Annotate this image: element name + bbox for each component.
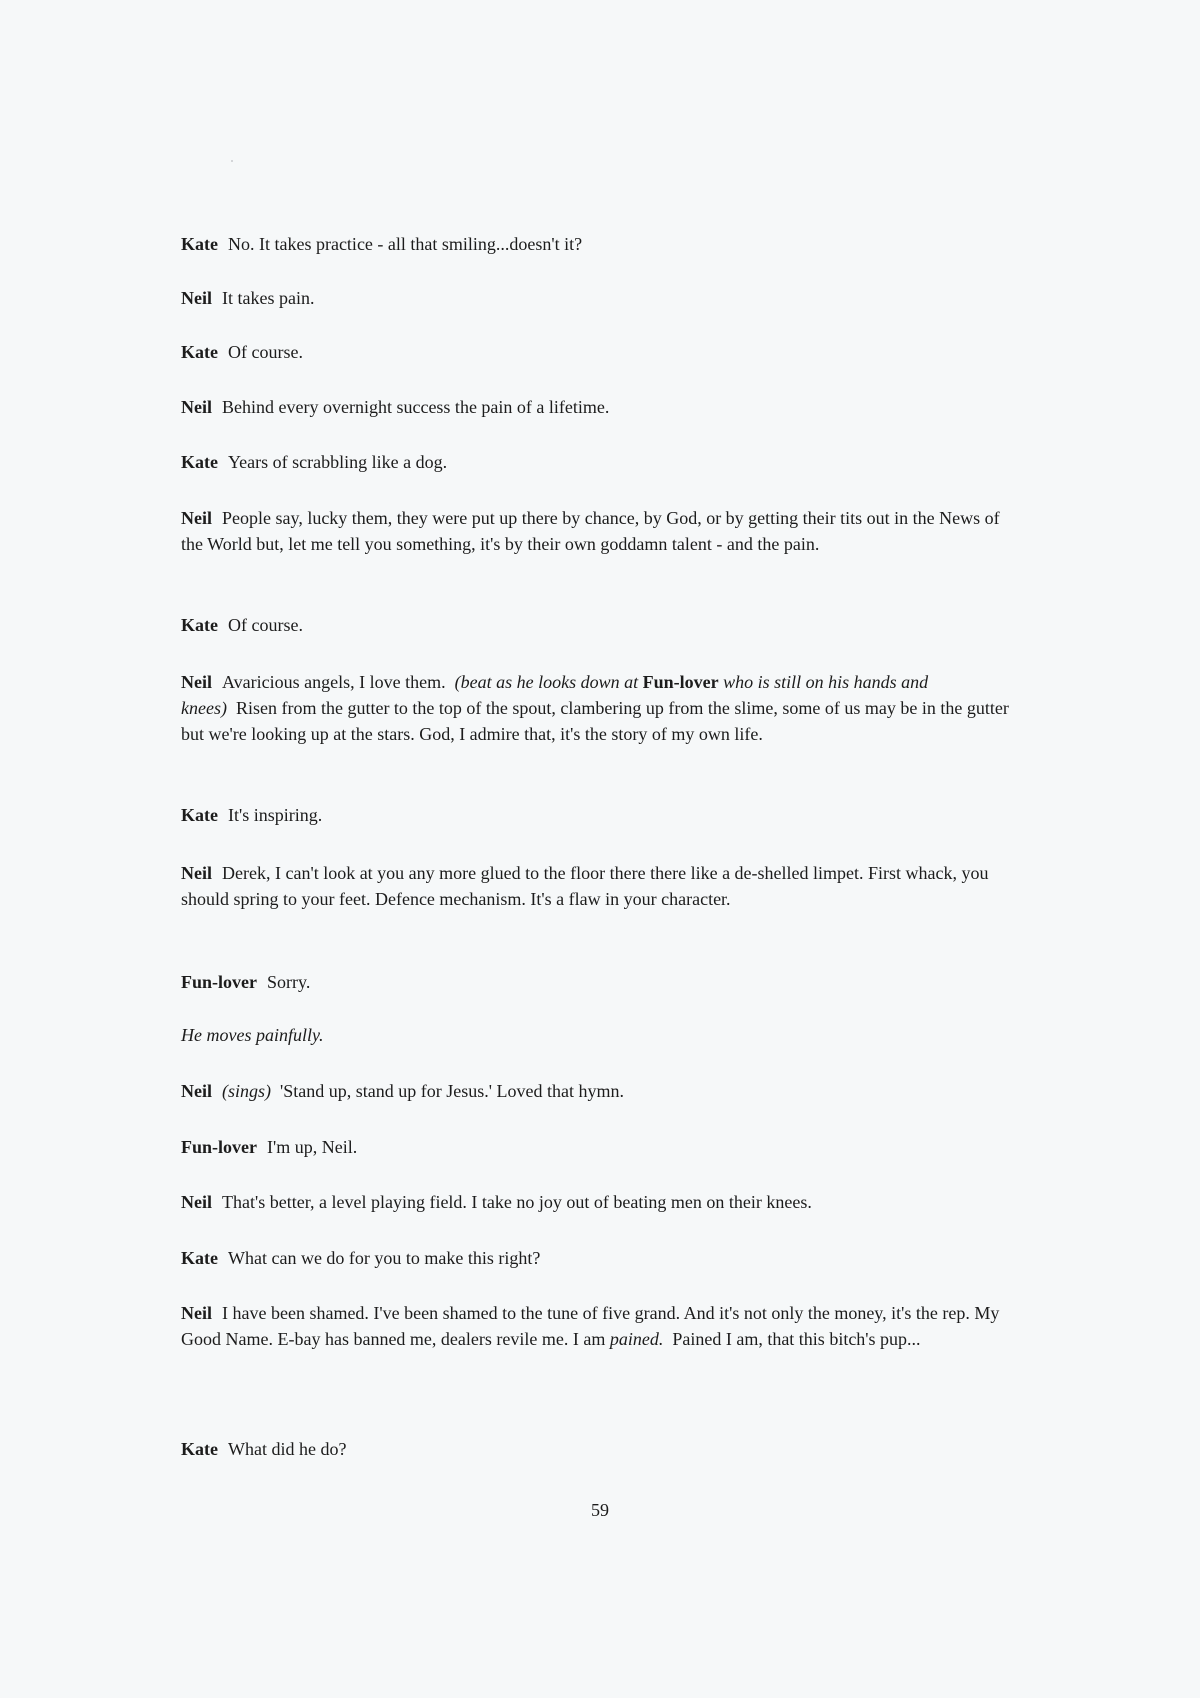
character-name: Fun-lover [642,672,719,692]
speaker-name: Neil [181,1192,212,1212]
dialogue-line [181,394,1021,420]
dialogue-text: Behind every overnight success the pain of a lifetime. [222,397,610,417]
dialogue-text: I have been shamed. I've been shamed to the tune of five grand. And it's not only the money, it's the rep. My Good Name. E-bay has banned me, dealers revile me. I am [181,1303,1000,1349]
emphasis-text: pained. [609,1329,664,1349]
speaker-name: Neil [181,863,212,883]
speaker-name: Neil [181,508,212,528]
speaker-name: Fun-lover [181,1137,257,1157]
page-number: 59 [591,1500,609,1520]
dialogue-text: Derek, I can't look at you any more glued to the floor there there like a de-shelled limpet. First whack, you should spring to your feet. Defence mechanism. It's a flaw in your character. [181,863,989,909]
dialogue-text: People say, lucky them, they were put up there by chance, by God, or by getting their tits out in the News of the World but, let me tell you something, it's by their own goddamn talent - and the pain. [181,508,1000,554]
direction-text: (beat as he looks down at [454,672,639,692]
dialogue-line [181,1300,1021,1352]
dialogue-line [181,449,1021,475]
dialogue-text: Pained I am, that this bitch's pup... [672,1329,921,1349]
dialogue-text: Sorry. [267,972,311,992]
dialogue-line [181,1078,1021,1104]
direction-text: who is still on his hands and knees) [181,672,929,718]
dialogue-text: What did he do? [227,1439,347,1459]
speaker-name: Kate [181,615,218,635]
dialogue-text: It takes pain. [222,288,315,308]
speaker-name: Neil [181,672,212,692]
speaker-name: Kate [181,1248,218,1268]
speaker-name: Neil [181,288,212,308]
dialogue-text: No. It takes practice - all that smiling...doesn't it? [227,234,583,254]
speaker-name: Fun-lover [181,972,257,992]
dialogue-text: Of course. [227,615,303,635]
dialogue-text: Years of scrabbling like a dog. [227,452,448,472]
dialogue-line [181,231,1021,257]
dialogue-text: That's better, a level playing field. I take no joy out of beating men on their knees. [222,1192,812,1212]
dialogue-line [181,1245,1021,1271]
dialogue-line [181,285,1021,311]
speaker-name: Kate [181,234,218,254]
stage-direction: He moves painfully. [181,1025,324,1045]
dialogue-line [181,860,1021,912]
dialogue-line [181,1134,1021,1160]
dialogue-text: It's inspiring. [227,805,323,825]
speaker-name: Neil [181,1081,212,1101]
dialogue-line [181,339,1021,365]
dialogue-text: 'Stand up, stand up for Jesus.' Loved that hymn. [280,1081,624,1101]
speaker-name: Kate [181,1439,218,1459]
dialogue-text: Risen from the gutter to the top of the spout, clambering up from the slime, some of us may be in the gutter but we're looking up at the stars. God, I admire that, it's the story of my own life. [181,698,1009,744]
speaker-name: Kate [181,805,218,825]
dialogue-line [181,1436,1021,1462]
speaker-name: Kate [181,452,218,472]
dialogue-line [181,669,1021,747]
speaker-name: Neil [181,397,212,417]
paper-speck [231,160,233,162]
dialogue-text: What can we do for you to make this right? [227,1248,541,1268]
dialogue-text: I'm up, Neil. [267,1137,358,1157]
dialogue-text: Of course. [227,342,303,362]
dialogue-line [181,1189,1021,1215]
dialogue-text: Avaricious angels, I love them. [222,672,446,692]
stage-direction-inline: (sings) [222,1081,271,1101]
dialogue-line [181,612,1021,638]
dialogue-line [181,505,1021,557]
speaker-name: Kate [181,342,218,362]
dialogue-line [181,969,1021,995]
speaker-name: Neil [181,1303,212,1323]
dialogue-line [181,802,1021,828]
